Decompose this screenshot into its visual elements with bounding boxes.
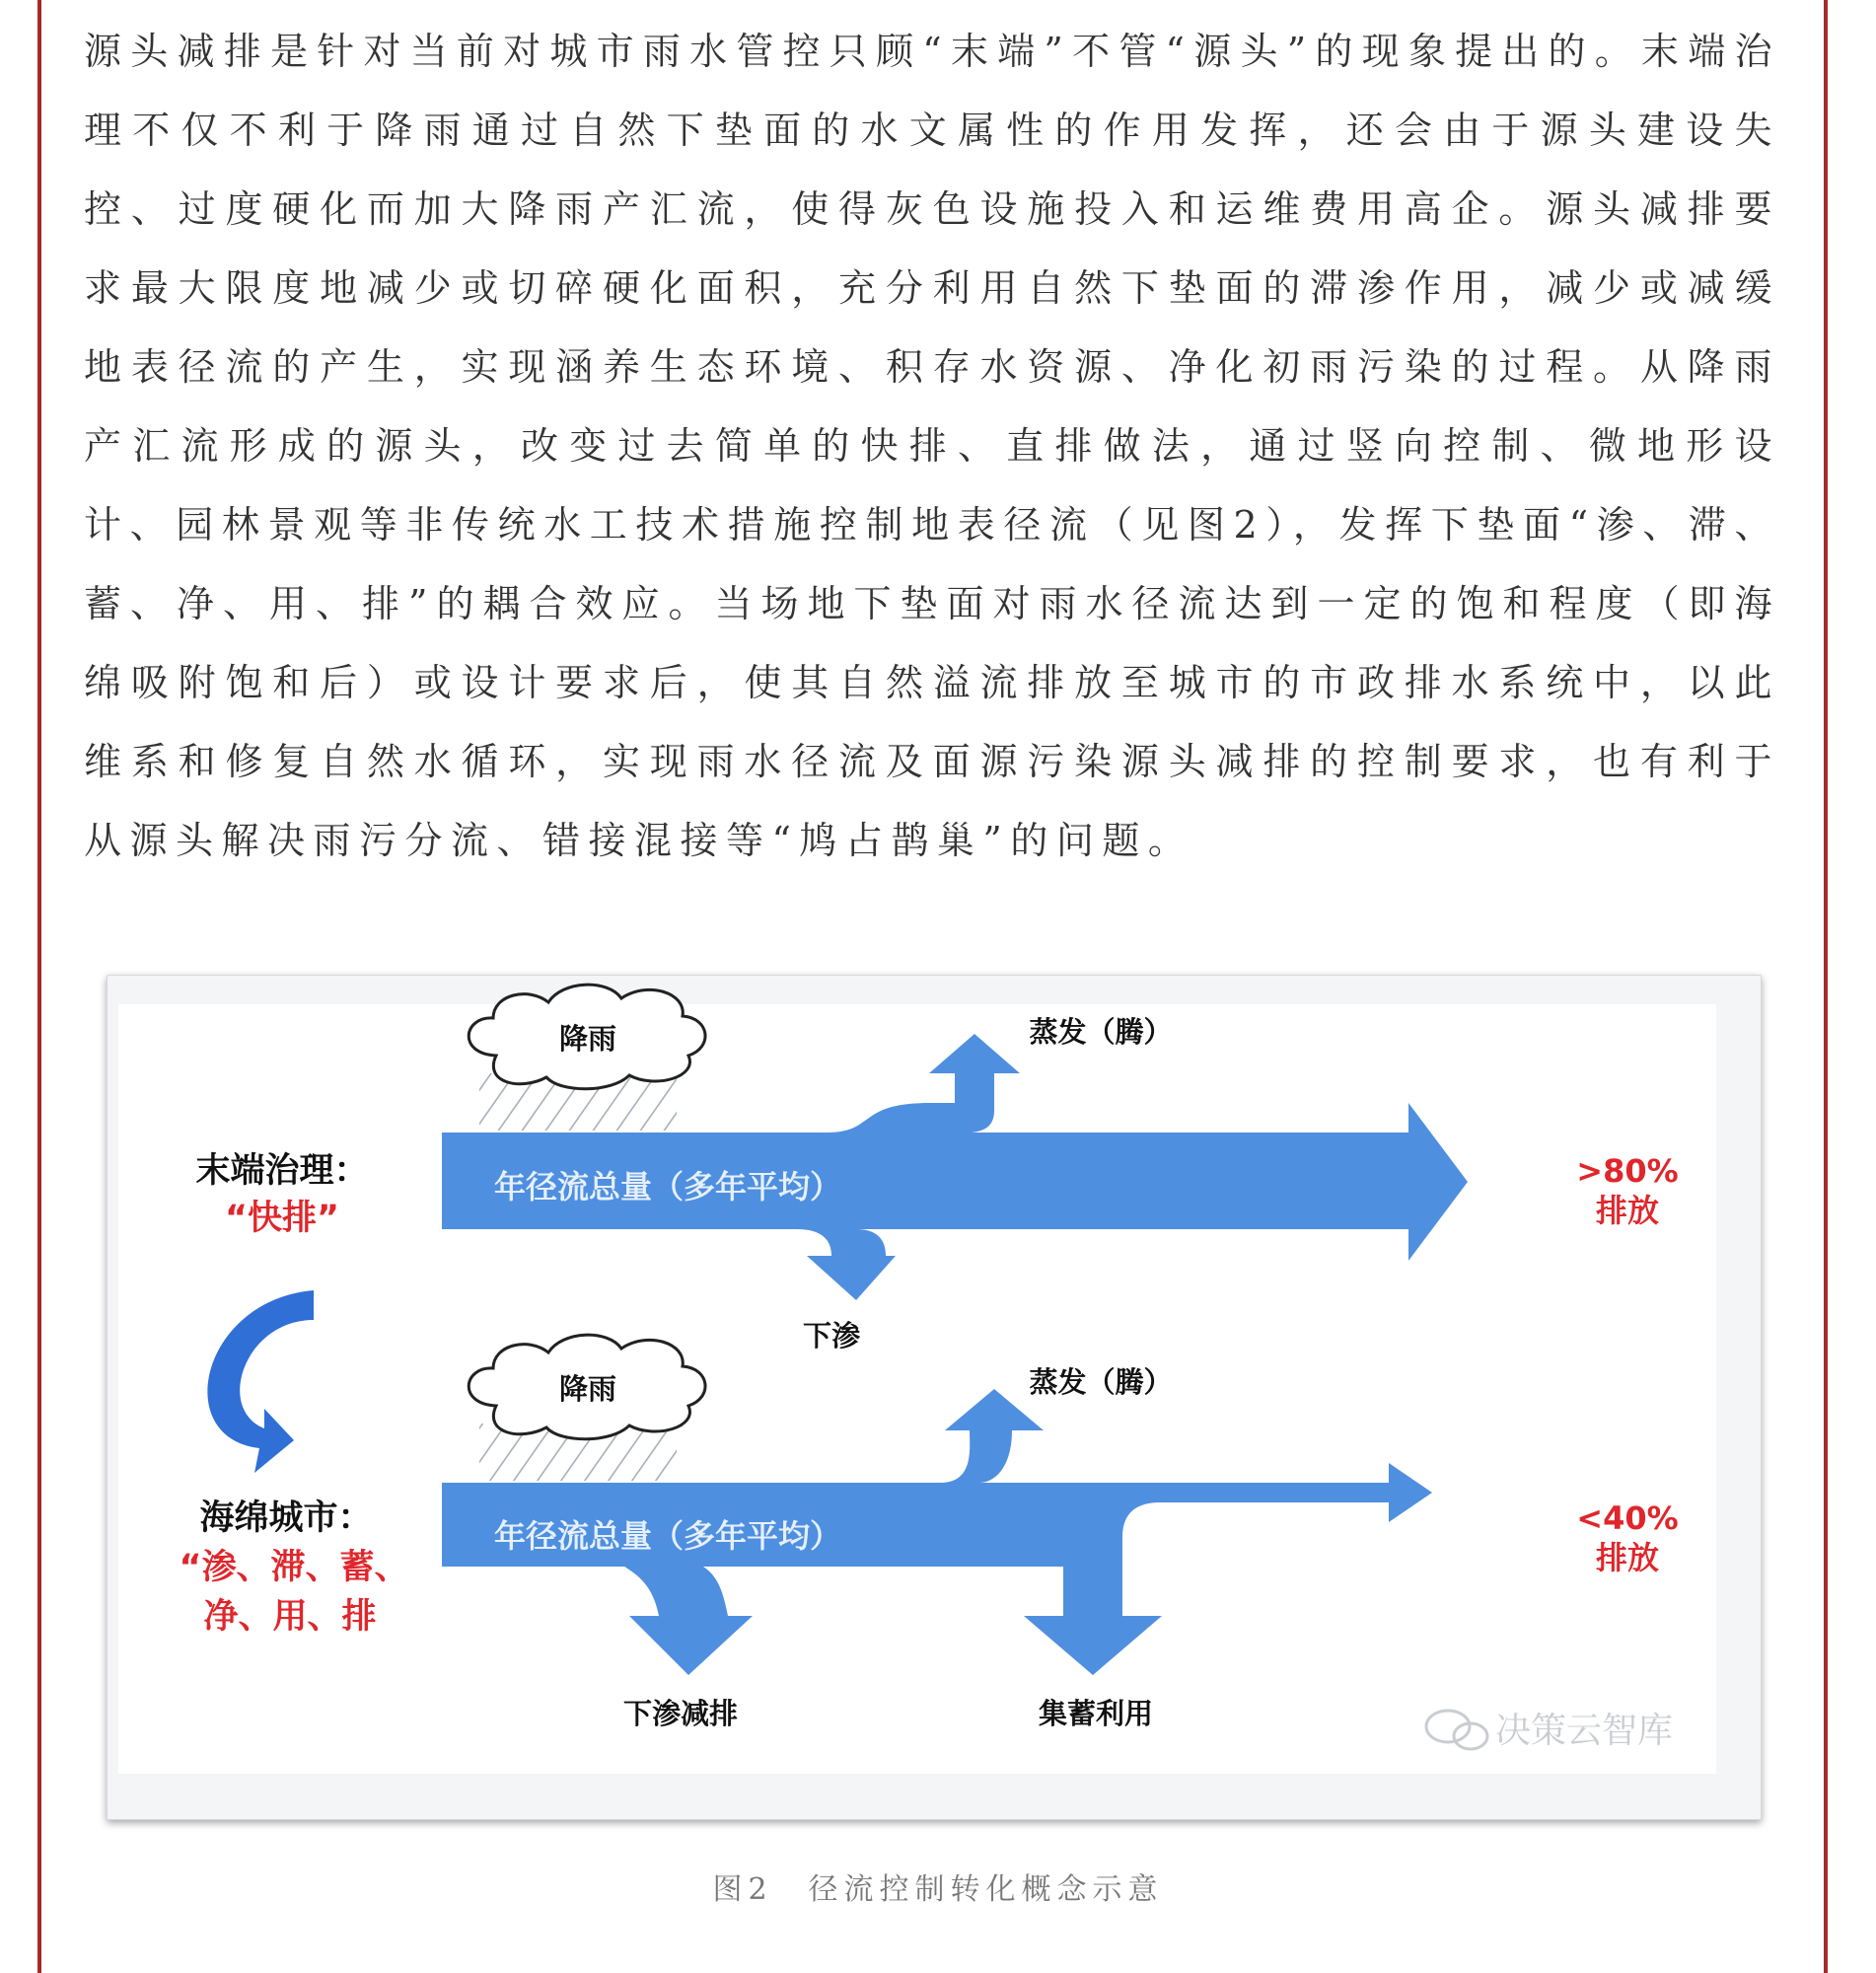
watermark-logo-icon xyxy=(1426,1711,1487,1749)
article-paragraph: 源头减排是针对当前对城市雨水管控只顾“末端”不管“源头”的现象提出的。末端治理不仅不利于降雨通过自然下垫面的水文属性的作用发挥，还会由于源头建设失控、过度硬化而加大降雨产汇流，使得灰色设施投入和运维费用高企。源头减排要求最大限度地减少或切碎硬化面积，充分利用自然下垫面的滞渗作用，减少或减缓地表径流的产生，实现涵养生态环境、积存水资源、净化初雨污染的过程。从降雨产汇流形成的源头，改变过去简单的快排、直排做法，通过竖向控制、微地形设计、园林景观等非传统水工技术措施控制地表径流（见图2），发挥下垫面“渗、滞、蓄、净、用、排”的耦合效应。当场地下垫面对雨水径流达到一定的饱和程度（即海绵吸附饱和后）或设计要求后，使其自然溢流排放至城市的市政排水系统中，以此维系和修复自然水循环，实现雨水径流及面源污染源头减排的控制要求，也有利于从源头解决雨污分流、错接混接等“鸠占鹊巢”的问题。 xyxy=(84,30,1780,862)
bottom-discharge-label: 排放 xyxy=(1595,1539,1660,1576)
top-runoff-label: 年径流总量（多年平均） xyxy=(494,1168,842,1206)
bottom-runoff-label: 年径流总量（多年平均） xyxy=(494,1517,842,1555)
bottom-rain-cloud xyxy=(469,1335,705,1481)
runoff-control-diagram xyxy=(107,975,1760,1818)
bottom-approach-title: 海绵城市： xyxy=(199,1498,373,1538)
bottom-scenario xyxy=(179,1335,1678,1730)
watermark-text: 决策云智库 xyxy=(1495,1711,1674,1751)
bottom-approach-line2: 净、用、排 xyxy=(203,1597,377,1637)
top-approach-subtitle: “快排” xyxy=(224,1199,340,1238)
bottom-storage-label: 集蓄利用 xyxy=(1038,1697,1154,1730)
bottom-infiltration-label: 下渗减排 xyxy=(622,1697,739,1730)
bottom-discharge-percent: <40% xyxy=(1576,1499,1679,1537)
top-discharge-percent: >80% xyxy=(1576,1152,1679,1190)
page-border-left xyxy=(37,0,41,1973)
bottom-rain-label: 降雨 xyxy=(558,1372,617,1406)
top-scenario xyxy=(195,985,1678,1352)
top-infiltration-label: 下渗 xyxy=(802,1319,861,1352)
watermark xyxy=(1426,1711,1673,1751)
figure-caption: 图2 径流控制转化概念示意 xyxy=(712,1872,1164,1907)
top-discharge-label: 排放 xyxy=(1595,1192,1660,1229)
top-approach-title: 末端治理： xyxy=(195,1151,369,1191)
top-evaporation-label: 蒸发（腾） xyxy=(1029,1015,1173,1049)
top-rain-label: 降雨 xyxy=(558,1022,617,1056)
bottom-evaporation-label: 蒸发（腾） xyxy=(1029,1365,1173,1399)
transition-curved-arrow-icon xyxy=(207,1290,314,1473)
top-rain-cloud xyxy=(469,985,705,1131)
page-border-right xyxy=(1824,0,1828,1973)
bottom-approach-line1: “渗、滞、蓄、 xyxy=(179,1548,409,1587)
